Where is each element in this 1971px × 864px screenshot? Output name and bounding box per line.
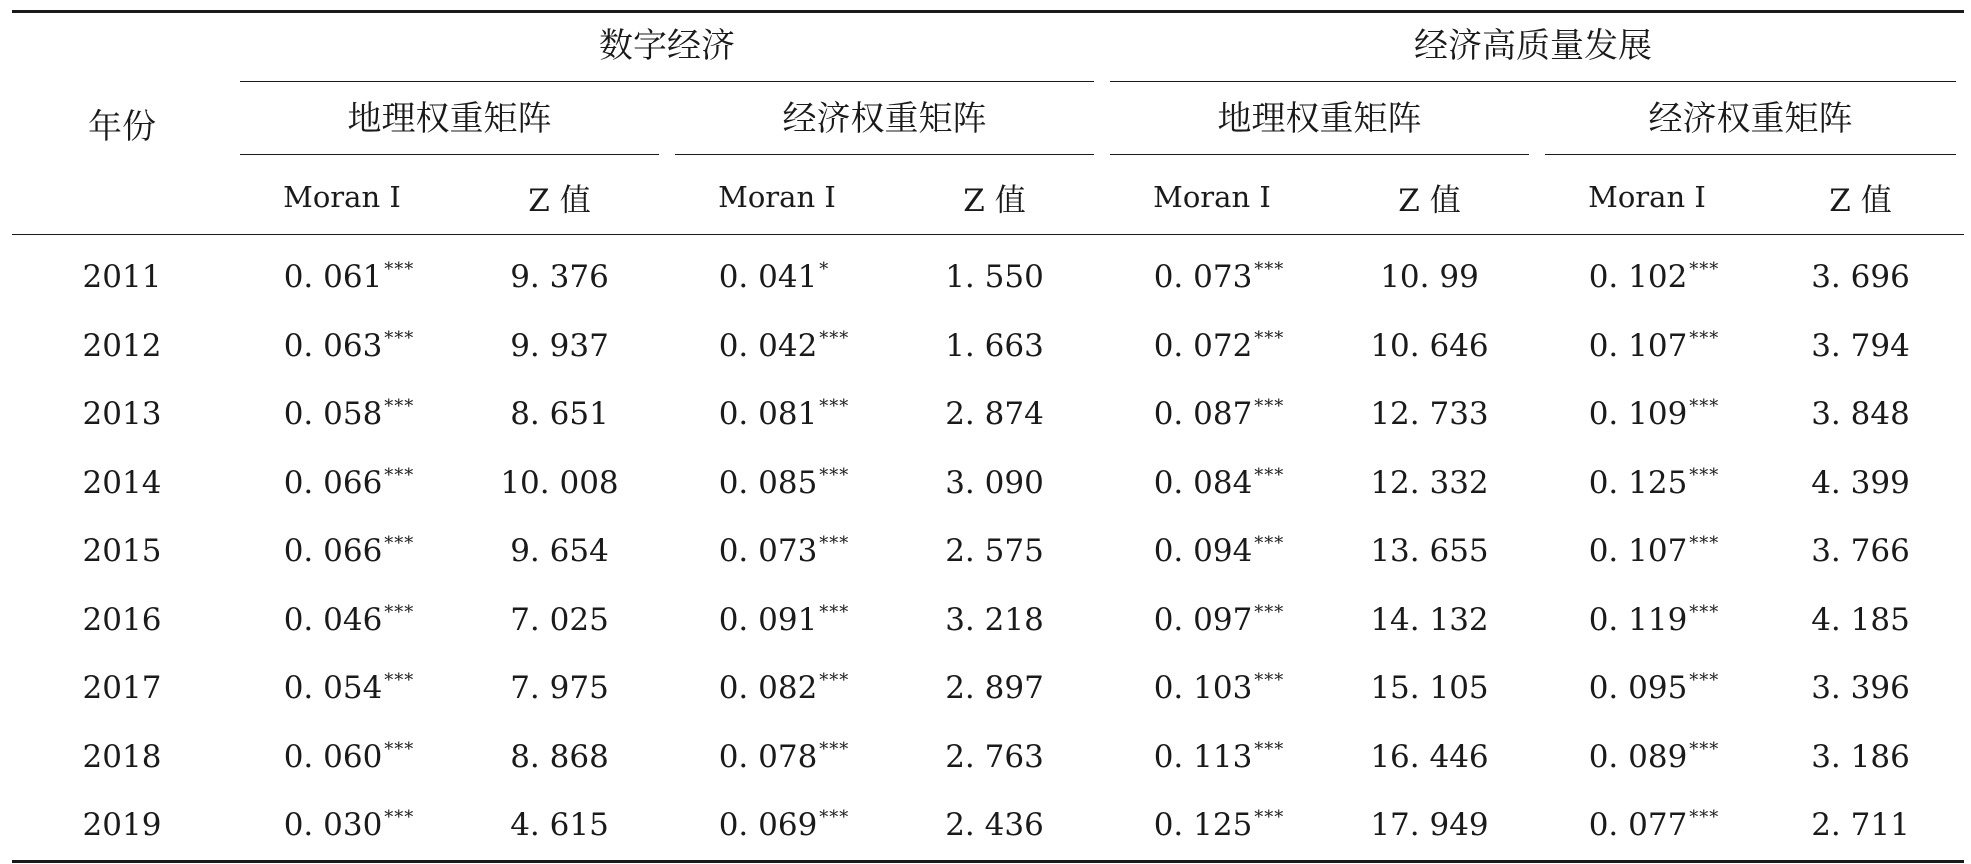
moran-i-value: 0. 078: [718, 738, 818, 775]
significance-marker-slot: [1252, 533, 1290, 569]
moran-i-value: 0. 087: [1153, 396, 1253, 433]
moran-i-cell: [667, 449, 887, 518]
significance-marker-slot: [382, 670, 420, 706]
moran-i-value: 0. 103: [1153, 670, 1253, 707]
significance-marker-slot: [1687, 533, 1725, 569]
significance-marker-slot: [382, 465, 420, 501]
significance-marker-slot: [1687, 396, 1725, 432]
significance-stars: ***: [1254, 738, 1285, 760]
z-value-cell: 4. 615: [452, 791, 667, 863]
z-value-cell: 4. 399: [1811, 464, 1910, 501]
significance-stars: ***: [384, 670, 415, 692]
z-value-cell: 2. 711: [1757, 791, 1964, 863]
z-value-cell: 3. 218: [945, 601, 1044, 638]
moran-i-value: 0. 119: [1588, 601, 1688, 638]
significance-marker-slot: [382, 396, 420, 432]
moran-i-value: 0. 102: [1588, 259, 1688, 296]
significance-marker-slot: [1252, 739, 1290, 775]
z-value-cell: 3. 794: [1811, 327, 1910, 364]
significance-marker-slot: [817, 533, 855, 569]
moran-i-value: 0. 125: [1153, 807, 1253, 844]
significance-stars: ***: [384, 396, 415, 418]
moran-i-cell: [232, 723, 452, 792]
z-value-cell: 2. 436: [887, 791, 1102, 863]
digital-geo-matrix-label: 地理权重矩阵: [240, 91, 659, 155]
significance-stars: ***: [384, 601, 415, 623]
moran-i-cell: [1102, 723, 1322, 792]
z-value-cell: 3. 186: [1811, 738, 1910, 775]
z-value-cell: 2. 575: [945, 533, 1044, 570]
moran-i-cell: [667, 791, 887, 863]
z-value-cell: 3. 696: [1811, 259, 1910, 296]
moran-i-value: 0. 073: [1153, 259, 1253, 296]
z-value-cell: 9. 654: [510, 533, 609, 570]
moran-i-cell: [1102, 791, 1322, 863]
z-value-cell: 12. 332: [1370, 464, 1489, 501]
significance-stars: ***: [819, 327, 850, 349]
moran-i-value: 0. 069: [718, 807, 818, 844]
quality-geo-matrix-header: [1102, 86, 1537, 160]
significance-stars: ***: [1689, 533, 1720, 555]
significance-stars: ***: [384, 259, 415, 281]
moran-i-value: 0. 066: [283, 464, 383, 501]
significance-stars: ***: [819, 396, 850, 418]
moran-i-value: 0. 125: [1588, 464, 1688, 501]
digital-econ-matrix-header: [667, 86, 1102, 160]
significance-marker-slot: [382, 807, 420, 843]
z-value-cell: 7. 975: [510, 670, 609, 707]
moran-i-value: 0. 107: [1588, 327, 1688, 364]
moran-i-cell: [1102, 235, 1322, 312]
z-value-cell: 1. 663: [945, 327, 1044, 364]
significance-stars: ***: [1689, 601, 1720, 623]
moran-i-cell: [667, 723, 887, 792]
z-value-cell: 8. 651: [510, 396, 609, 433]
digital-geo-matrix-header: [232, 86, 667, 160]
moran-i-cell: [1537, 723, 1757, 792]
z-value-cell: 12. 733: [1370, 396, 1489, 433]
table-row: [12, 723, 1964, 792]
moran-i-cell: [232, 791, 452, 863]
z-value-cell: 10. 008: [500, 464, 619, 501]
year-column-header: 年份: [12, 10, 232, 235]
z-value-cell: 10. 99: [1380, 259, 1479, 296]
moran-i-cell: [667, 654, 887, 723]
table-row: [12, 654, 1964, 723]
moran-i-cell: [1537, 517, 1757, 586]
significance-stars: ***: [1254, 533, 1285, 555]
significance-stars: ***: [819, 464, 850, 486]
significance-stars: *: [819, 259, 830, 281]
significance-stars: ***: [1689, 738, 1720, 760]
moran-i-value: 0. 085: [718, 464, 818, 501]
year-cell: 2012: [82, 327, 162, 364]
moran-i-cell: [232, 380, 452, 449]
moran-i-value: 0. 030: [283, 807, 383, 844]
z-value-cell: 17. 949: [1322, 791, 1537, 863]
significance-stars: ***: [384, 327, 415, 349]
moran-i-cell: [667, 380, 887, 449]
digital-econ-matrix-label: 经济权重矩阵: [675, 91, 1094, 155]
z-value-cell: 10. 646: [1370, 327, 1489, 364]
moran-i-cell: [1102, 449, 1322, 518]
moran-i-value: 0. 084: [1153, 464, 1253, 501]
significance-marker-slot: [1687, 602, 1725, 638]
z-value-cell: 1. 550: [945, 259, 1044, 296]
significance-marker-slot: [1252, 328, 1290, 364]
moran-i-value: 0. 054: [283, 670, 383, 707]
z-value-cell: 13. 655: [1370, 533, 1489, 570]
significance-marker-slot: [382, 533, 420, 569]
significance-marker-slot: [817, 259, 855, 295]
table-row: [12, 312, 1964, 381]
moran-i-cell: [1537, 235, 1757, 312]
z-value-cell: 3. 090: [945, 464, 1044, 501]
year-cell: 2018: [82, 738, 162, 775]
moran-i-value: 0. 066: [283, 533, 383, 570]
significance-stars: ***: [1689, 670, 1720, 692]
digital-economy-label: 数字经济: [240, 18, 1094, 82]
significance-stars: ***: [819, 601, 850, 623]
significance-marker-slot: [1252, 465, 1290, 501]
moran-i-cell: [1102, 517, 1322, 586]
z-value-cell: 9. 937: [510, 327, 609, 364]
moran-i-table: [12, 10, 1964, 863]
moran-i-value: 0. 046: [283, 601, 383, 638]
z-value-cell: 8. 868: [510, 738, 609, 775]
z-value-cell: 7. 025: [510, 601, 609, 638]
moran-i-value: 0. 082: [718, 670, 818, 707]
quality-development-group-header: [1102, 10, 1964, 86]
significance-stars: ***: [1689, 396, 1720, 418]
significance-marker-slot: [1252, 602, 1290, 638]
moran-i-value: 0. 063: [283, 327, 383, 364]
z-value-header: Z 值: [1322, 160, 1537, 235]
moran-i-cell: [1102, 312, 1322, 381]
moran-i-value: 0. 041: [718, 259, 818, 296]
significance-stars: ***: [1254, 259, 1285, 281]
moran-i-cell: [232, 235, 452, 312]
moran-i-value: 0. 077: [1588, 807, 1688, 844]
table-body: [12, 235, 1964, 863]
moran-i-value: 0. 058: [283, 396, 383, 433]
moran-i-value: 0. 097: [1153, 601, 1253, 638]
moran-i-value: 0. 109: [1588, 396, 1688, 433]
moran-i-cell: [1537, 380, 1757, 449]
significance-stars: ***: [384, 464, 415, 486]
significance-marker-slot: [382, 602, 420, 638]
moran-i-cell: [232, 654, 452, 723]
moran-i-cell: [1102, 586, 1322, 655]
moran-i-value: 0. 073: [718, 533, 818, 570]
table-row: [12, 449, 1964, 518]
significance-stars: ***: [1254, 327, 1285, 349]
z-value-header: Z 值: [452, 160, 667, 235]
significance-marker-slot: [817, 670, 855, 706]
z-value-cell: 4. 185: [1811, 601, 1910, 638]
moran-i-cell: [232, 586, 452, 655]
year-cell: 2016: [82, 601, 162, 638]
table-row: [12, 586, 1964, 655]
z-value-cell: 9. 376: [510, 259, 609, 296]
moran-i-cell: [1537, 312, 1757, 381]
moran-i-cell: [1102, 654, 1322, 723]
significance-marker-slot: [1252, 807, 1290, 843]
z-value-header: Z 值: [887, 160, 1102, 235]
z-value-cell: 2. 897: [945, 670, 1044, 707]
moran-i-value: 0. 089: [1588, 738, 1688, 775]
significance-stars: ***: [384, 533, 415, 555]
z-value-header: Z 值: [1757, 160, 1964, 235]
z-value-cell: 2. 763: [945, 738, 1044, 775]
significance-stars: ***: [819, 670, 850, 692]
significance-marker-slot: [1252, 396, 1290, 432]
moran-i-value: 0. 091: [718, 601, 818, 638]
significance-marker-slot: [382, 328, 420, 364]
significance-stars: ***: [1254, 670, 1285, 692]
moran-i-cell: [1537, 791, 1757, 863]
moran-i-cell: [667, 517, 887, 586]
significance-stars: ***: [384, 807, 415, 829]
moran-table-container: [12, 10, 1964, 863]
significance-stars: ***: [1689, 327, 1720, 349]
significance-stars: ***: [1689, 464, 1720, 486]
significance-stars: ***: [384, 738, 415, 760]
year-cell: 2013: [82, 396, 162, 433]
significance-marker-slot: [1687, 259, 1725, 295]
moran-i-value: 0. 072: [1153, 327, 1253, 364]
moran-i-value: 0. 094: [1153, 533, 1253, 570]
significance-marker-slot: [1252, 259, 1290, 295]
moran-i-cell: [1102, 380, 1322, 449]
significance-stars: ***: [819, 533, 850, 555]
table-row: [12, 235, 1964, 312]
significance-marker-slot: [382, 259, 420, 295]
significance-marker-slot: [817, 739, 855, 775]
significance-marker-slot: [817, 602, 855, 638]
moran-i-value: 0. 107: [1588, 533, 1688, 570]
moran-i-cell: [232, 449, 452, 518]
significance-stars: ***: [1254, 464, 1285, 486]
significance-marker-slot: [817, 328, 855, 364]
moran-i-cell: [667, 312, 887, 381]
moran-i-header: Moran I: [232, 160, 452, 235]
moran-i-value: 0. 081: [718, 396, 818, 433]
moran-i-cell: [1537, 654, 1757, 723]
significance-marker-slot: [382, 739, 420, 775]
significance-stars: ***: [1689, 807, 1720, 829]
z-value-cell: 3. 766: [1811, 533, 1910, 570]
significance-marker-slot: [1252, 670, 1290, 706]
moran-i-cell: [1537, 449, 1757, 518]
quality-econ-matrix-header: [1537, 86, 1964, 160]
moran-i-value: 0. 060: [283, 738, 383, 775]
significance-stars: ***: [1254, 396, 1285, 418]
moran-i-cell: [232, 517, 452, 586]
moran-i-cell: [232, 312, 452, 381]
significance-marker-slot: [817, 465, 855, 501]
moran-i-cell: [667, 586, 887, 655]
significance-marker-slot: [1687, 807, 1725, 843]
significance-stars: ***: [819, 807, 850, 829]
z-value-cell: 14. 132: [1370, 601, 1489, 638]
table-header: [12, 10, 1964, 235]
quality-development-label: 经济高质量发展: [1110, 18, 1956, 82]
significance-marker-slot: [817, 396, 855, 432]
significance-marker-slot: [1687, 670, 1725, 706]
moran-i-value: 0. 095: [1588, 670, 1688, 707]
moran-i-value: 0. 042: [718, 327, 818, 364]
year-cell: 2019: [12, 791, 232, 863]
significance-stars: ***: [819, 738, 850, 760]
z-value-cell: 15. 105: [1370, 670, 1489, 707]
table-row: [12, 791, 1964, 863]
moran-i-header: Moran I: [1537, 160, 1757, 235]
moran-i-header: Moran I: [1102, 160, 1322, 235]
digital-economy-group-header: [232, 10, 1102, 86]
quality-geo-matrix-label: 地理权重矩阵: [1110, 91, 1529, 155]
significance-marker-slot: [1687, 739, 1725, 775]
year-cell: 2015: [82, 533, 162, 570]
quality-econ-matrix-label: 经济权重矩阵: [1545, 91, 1956, 155]
z-value-cell: 16. 446: [1370, 738, 1489, 775]
moran-i-value: 0. 113: [1153, 738, 1253, 775]
significance-stars: ***: [1689, 259, 1720, 281]
significance-marker-slot: [1687, 465, 1725, 501]
table-row: [12, 517, 1964, 586]
table-row: [12, 380, 1964, 449]
year-cell: 2011: [82, 259, 162, 296]
significance-stars: ***: [1254, 601, 1285, 623]
year-cell: 2017: [82, 670, 162, 707]
moran-i-cell: [667, 235, 887, 312]
z-value-cell: 3. 848: [1811, 396, 1910, 433]
moran-i-value: 0. 061: [283, 259, 383, 296]
significance-marker-slot: [817, 807, 855, 843]
moran-i-header: Moran I: [667, 160, 887, 235]
significance-marker-slot: [1687, 328, 1725, 364]
z-value-cell: 2. 874: [945, 396, 1044, 433]
significance-stars: ***: [1254, 807, 1285, 829]
z-value-cell: 3. 396: [1811, 670, 1910, 707]
moran-i-cell: [1537, 586, 1757, 655]
year-cell: 2014: [82, 464, 162, 501]
